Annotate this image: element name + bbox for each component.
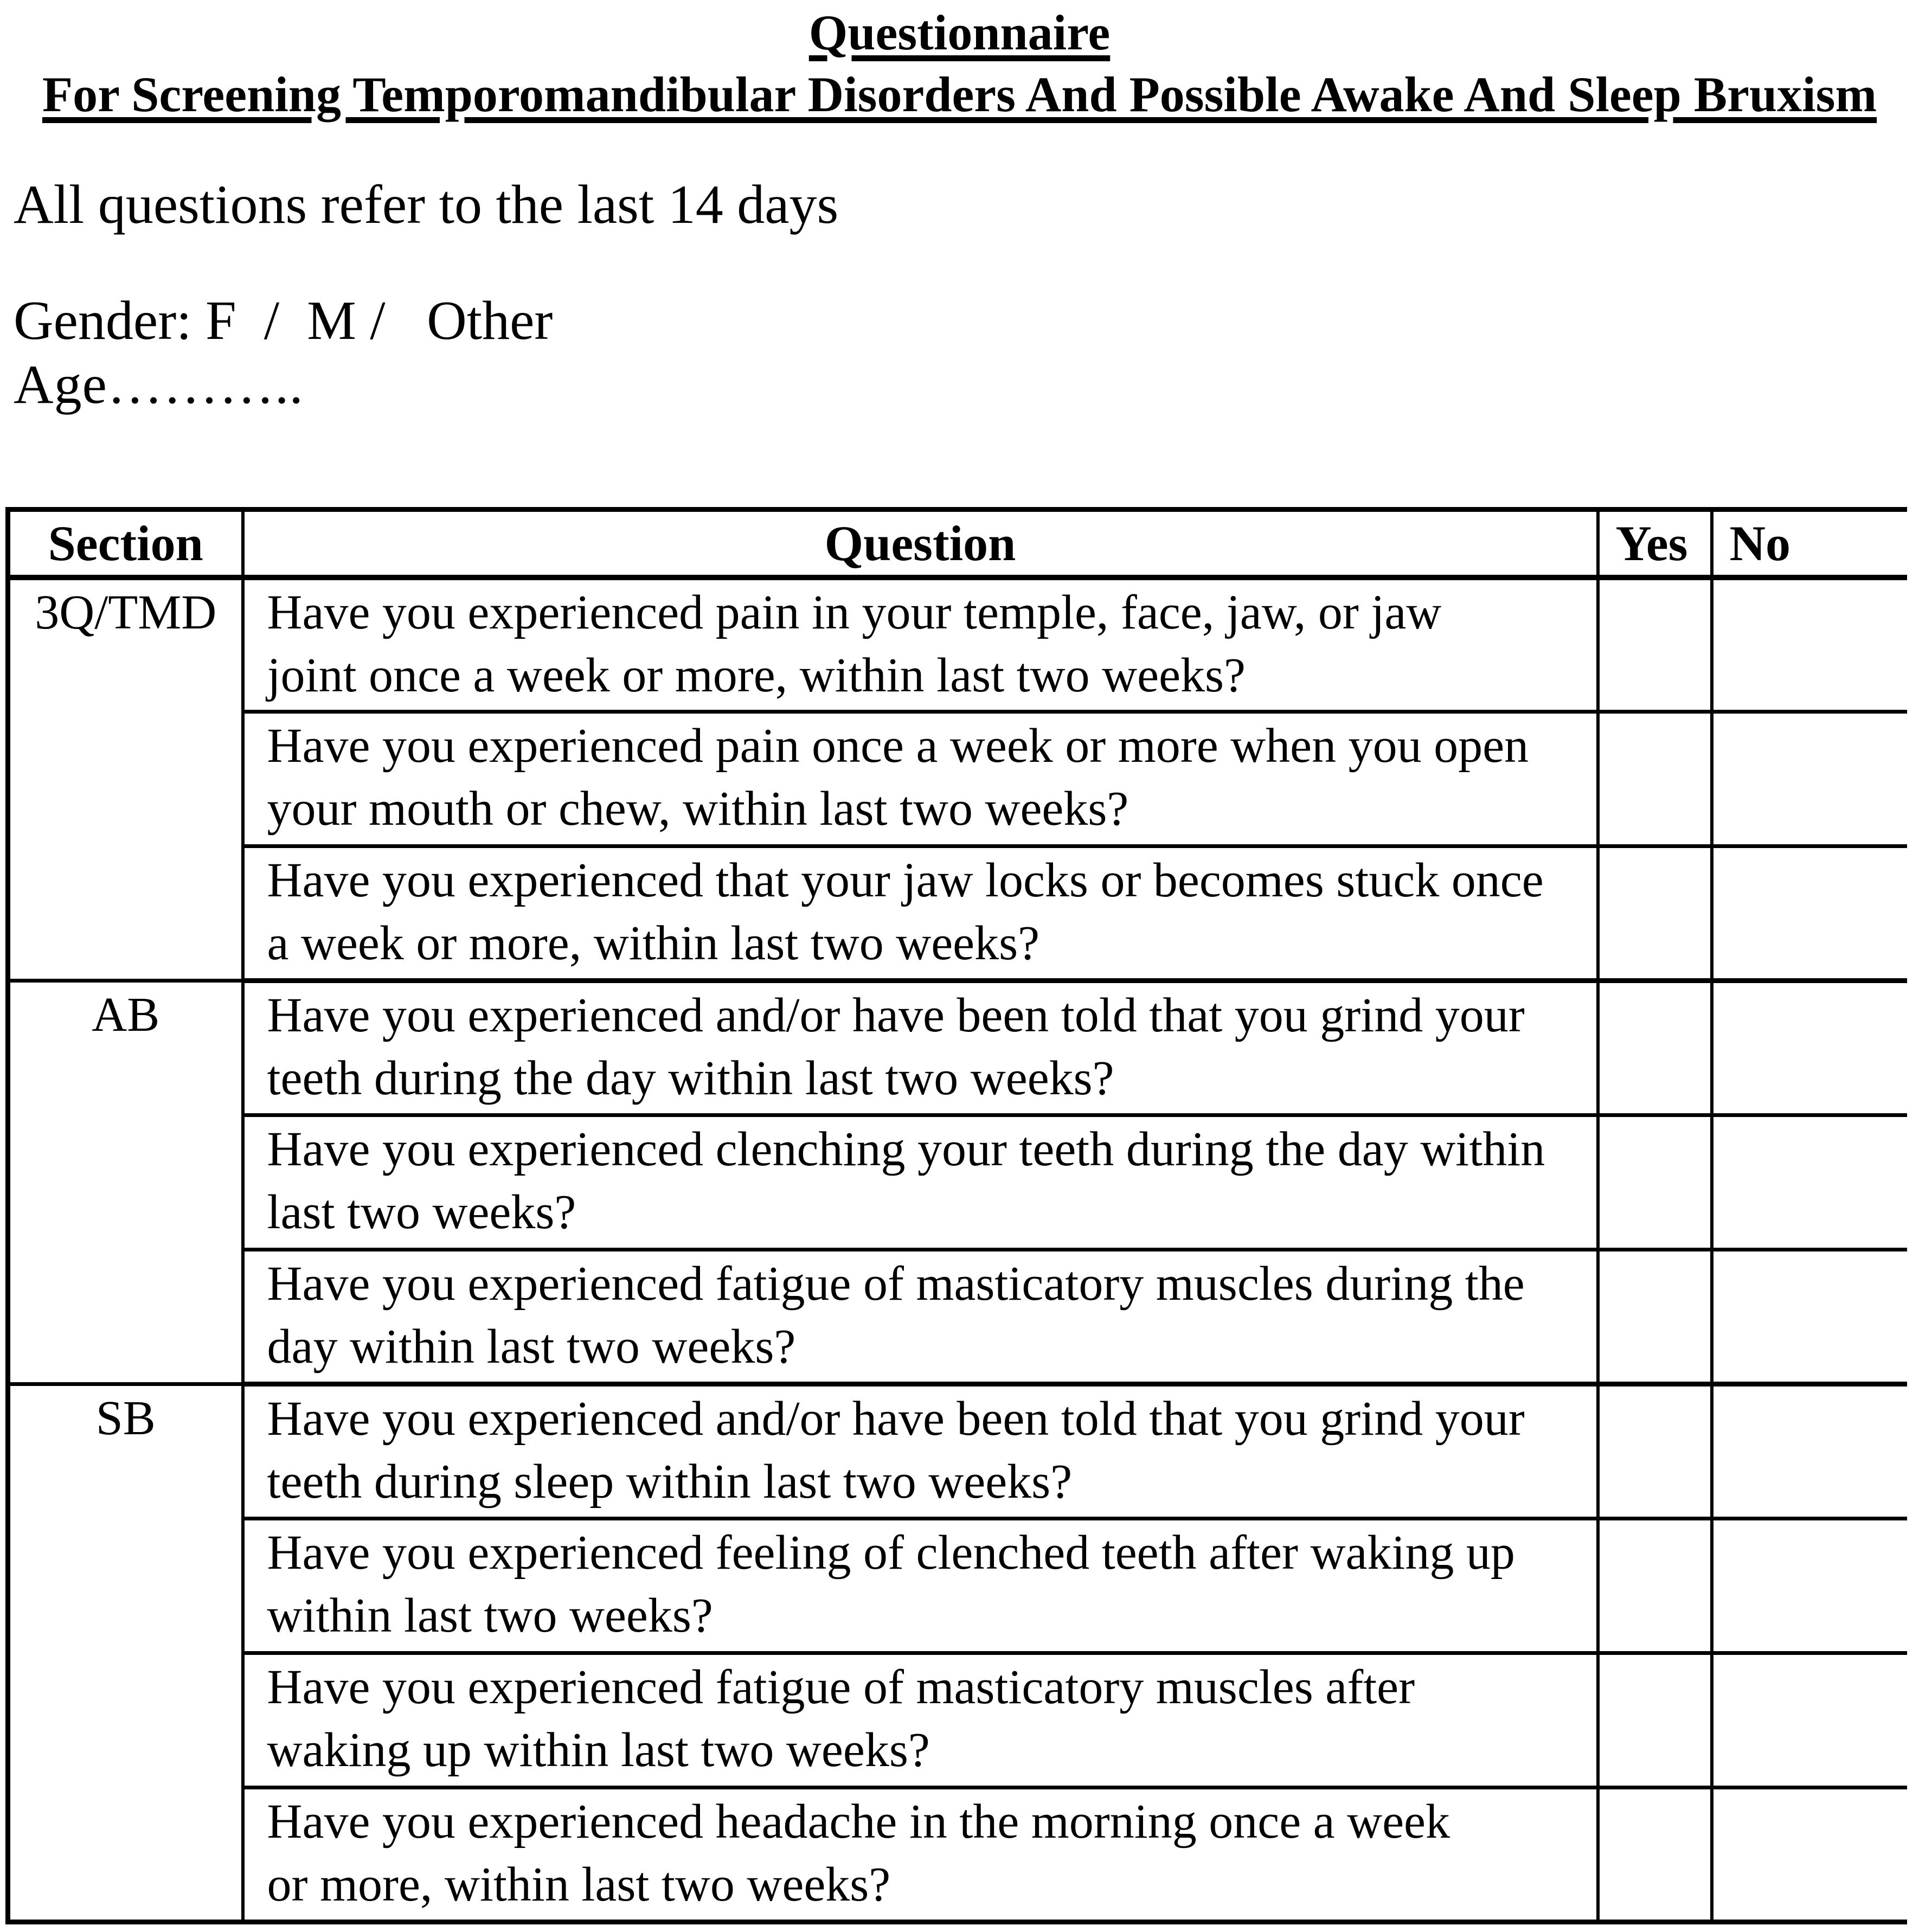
- answer-yes-cell[interactable]: [1598, 1384, 1712, 1519]
- question-line: Have you experienced that your jaw locks or becomes stuck once: [267, 853, 1544, 907]
- answer-no-cell[interactable]: [1712, 712, 1907, 846]
- table-row: [8, 1653, 1907, 1788]
- page-title-text: Questionnaire: [808, 5, 1111, 60]
- page-subtitle-text: For Screening Temporomandibular Disorders And Possible Awake And Sleep Bruxism: [42, 67, 1877, 122]
- answer-yes-cell[interactable]: [1598, 712, 1712, 846]
- question-line: waking up within last two weeks?: [267, 1723, 930, 1777]
- header-no: No: [1712, 510, 1907, 577]
- question-cell: [243, 1788, 1598, 1922]
- question-line: day within last two weeks?: [267, 1320, 796, 1373]
- section-label-ab: AB: [8, 981, 243, 1384]
- question-cell: [243, 712, 1598, 846]
- answer-no-cell[interactable]: [1712, 1788, 1907, 1922]
- question-line: last two weeks?: [267, 1185, 576, 1239]
- question-line: or more, within last two weeks?: [267, 1858, 891, 1911]
- question-line: Have you experienced pain in your temple, face, jaw, or jaw: [267, 585, 1442, 639]
- intro-text: All questions refer to the last 14 days: [14, 174, 839, 235]
- answer-yes-cell[interactable]: [1598, 577, 1712, 712]
- answer-no-cell[interactable]: [1712, 1115, 1907, 1250]
- answer-yes-cell[interactable]: [1598, 1653, 1712, 1788]
- question-line: within last two weeks?: [267, 1589, 713, 1642]
- question-cell: [243, 1115, 1598, 1250]
- answer-yes-cell[interactable]: [1598, 1250, 1712, 1384]
- answer-no-cell[interactable]: [1712, 577, 1907, 712]
- question-line: teeth during the day within last two weeks?: [267, 1051, 1114, 1105]
- table-row: [8, 712, 1907, 846]
- answer-no-cell[interactable]: [1712, 1384, 1907, 1519]
- table-row: [8, 1519, 1907, 1653]
- question-line: your mouth or chew, within last two weeks?: [267, 782, 1129, 836]
- answer-yes-cell[interactable]: [1598, 1788, 1712, 1922]
- table-row: [8, 1115, 1907, 1250]
- answer-no-cell[interactable]: [1712, 981, 1907, 1115]
- question-cell: [243, 1653, 1598, 1788]
- gender-line: Gender: F / M / Other: [14, 290, 553, 351]
- table-row: [8, 1788, 1907, 1922]
- table-header-row: [8, 510, 1907, 577]
- question-cell: [243, 577, 1598, 712]
- question-line: joint once a week or more, within last two weeks?: [267, 648, 1246, 702]
- header-section: Section: [8, 510, 243, 577]
- header-question: Question: [243, 510, 1598, 577]
- answer-no-cell[interactable]: [1712, 1250, 1907, 1384]
- question-line: Have you experienced feeling of clenched teeth after waking up: [267, 1526, 1515, 1580]
- question-cell: [243, 1519, 1598, 1653]
- table-row: [8, 1384, 1907, 1519]
- question-line: Have you experienced clenching your teeth during the day within: [267, 1122, 1545, 1176]
- table-row: [8, 981, 1907, 1115]
- table-row: [8, 1250, 1907, 1384]
- question-line: Have you experienced fatigue of masticatory muscles after: [267, 1660, 1415, 1714]
- page-subtitle: [0, 64, 1919, 125]
- question-line: a week or more, within last two weeks?: [267, 916, 1040, 970]
- answer-yes-cell[interactable]: [1598, 1519, 1712, 1653]
- question-line: Have you experienced and/or have been told that you grind your: [267, 989, 1525, 1042]
- answer-no-cell[interactable]: [1712, 846, 1907, 981]
- question-cell: [243, 846, 1598, 981]
- answer-yes-cell[interactable]: [1598, 981, 1712, 1115]
- page-title: [0, 2, 1919, 63]
- question-line: teeth during sleep within last two weeks?: [267, 1455, 1073, 1509]
- question-cell: [243, 981, 1598, 1115]
- question-cell: [243, 1384, 1598, 1519]
- question-line: Have you experienced and/or have been told that you grind your: [267, 1392, 1525, 1446]
- table-row: [8, 846, 1907, 981]
- question-line: Have you experienced pain once a week or more when you open: [267, 719, 1529, 773]
- section-label-3qtmd: 3Q/TMD: [8, 577, 243, 981]
- question-cell: [243, 1250, 1598, 1384]
- answer-yes-cell[interactable]: [1598, 846, 1712, 981]
- question-line: Have you experienced fatigue of masticatory muscles during the: [267, 1257, 1525, 1311]
- age-line: Age………..: [14, 354, 304, 415]
- section-label-sb: SB: [8, 1384, 243, 1922]
- answer-no-cell[interactable]: [1712, 1653, 1907, 1788]
- screening-table: [5, 507, 1907, 1924]
- header-yes: Yes: [1598, 510, 1712, 577]
- question-line: Have you experienced headache in the morning once a week: [267, 1795, 1450, 1848]
- answer-yes-cell[interactable]: [1598, 1115, 1712, 1250]
- table-row: [8, 577, 1907, 712]
- answer-no-cell[interactable]: [1712, 1519, 1907, 1653]
